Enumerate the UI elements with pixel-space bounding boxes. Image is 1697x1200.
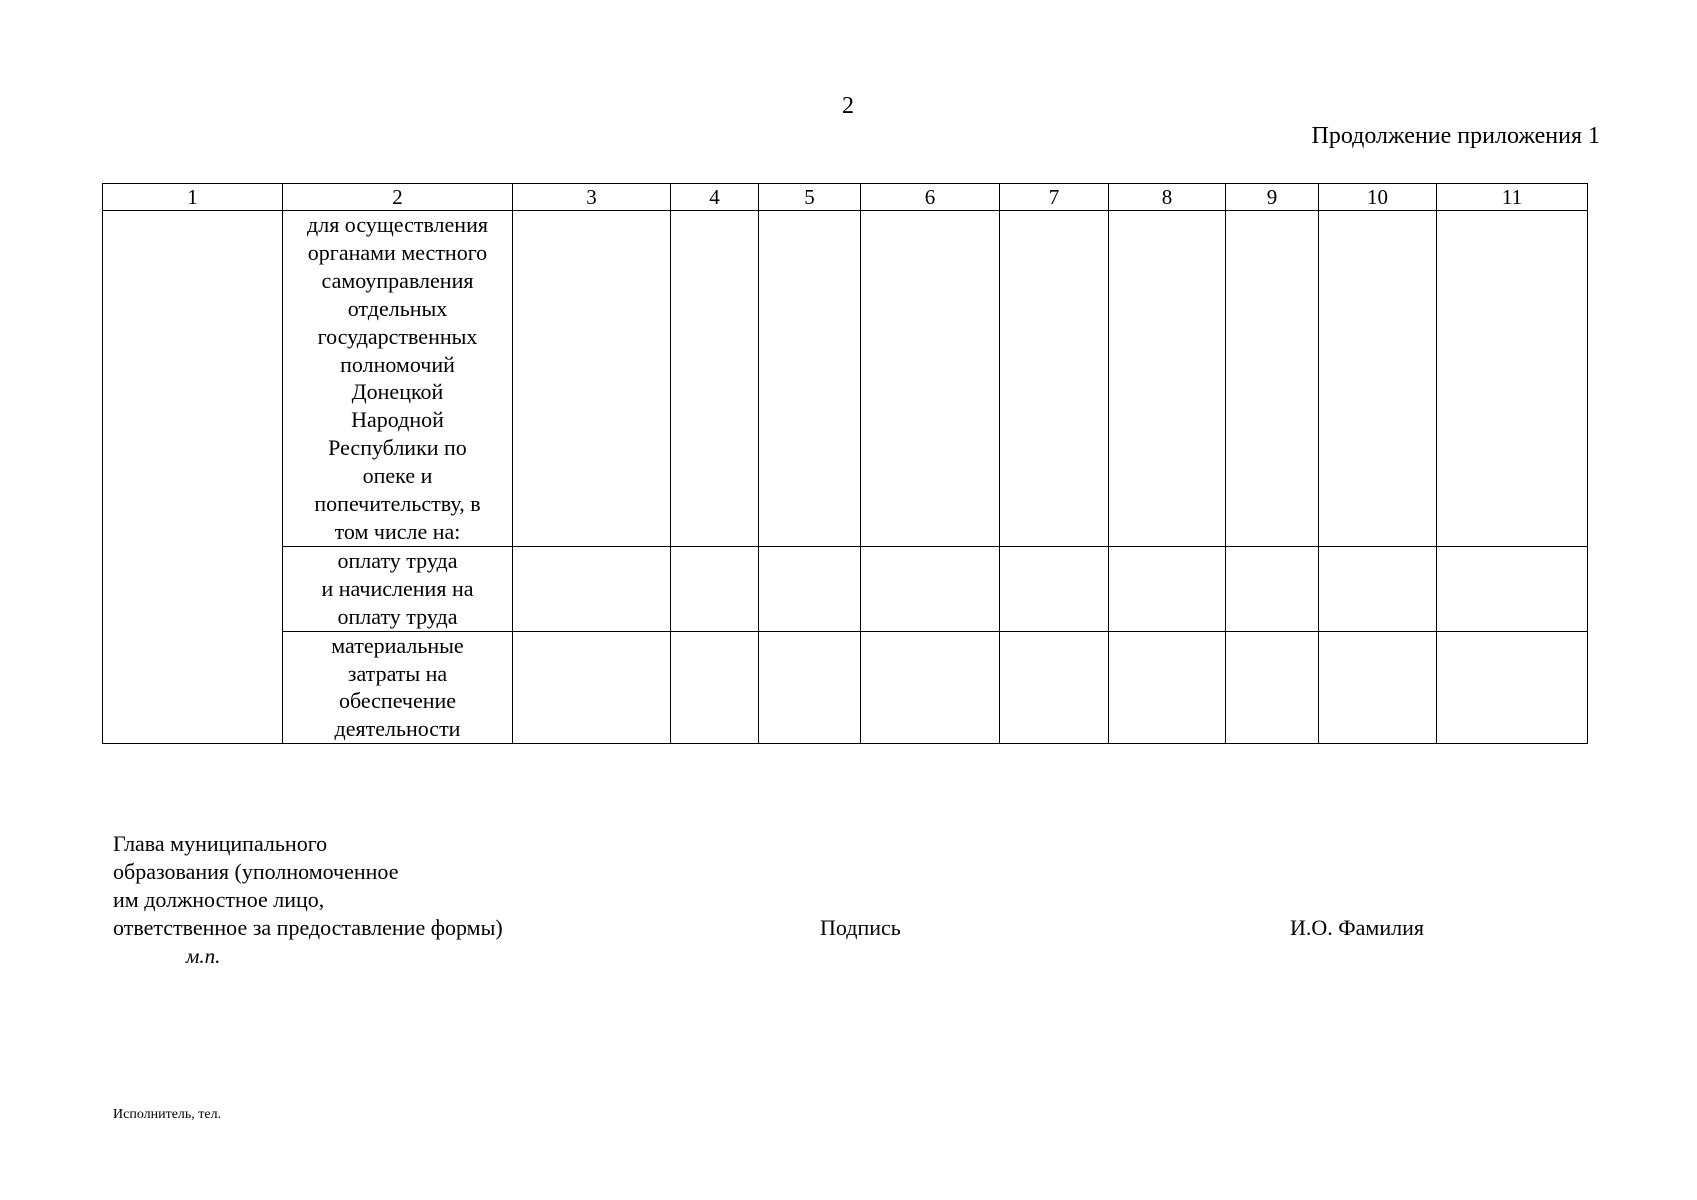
annex-caption: Продолжение приложения 1 bbox=[1311, 123, 1600, 149]
table-cell-col1 bbox=[103, 211, 283, 744]
empty-cell bbox=[861, 631, 1000, 744]
column-number: 9 bbox=[1226, 184, 1319, 211]
description-line: государственных bbox=[317, 323, 478, 349]
description-line: и начисления на bbox=[321, 575, 474, 601]
empty-cell bbox=[1000, 631, 1109, 744]
signature-label: Подпись bbox=[820, 915, 901, 940]
column-number: 6 bbox=[861, 184, 1000, 211]
description-line: затраты на bbox=[347, 660, 448, 686]
column-number: 2 bbox=[283, 184, 513, 211]
description-line: опеке и bbox=[362, 463, 433, 489]
name-label: И.О. Фамилия bbox=[1290, 915, 1424, 940]
empty-cell bbox=[861, 211, 1000, 547]
empty-cell bbox=[759, 211, 861, 547]
description-line: материальные bbox=[331, 632, 464, 658]
empty-cell bbox=[1437, 631, 1588, 744]
form-table bbox=[102, 183, 1588, 744]
empty-cell bbox=[1319, 546, 1437, 631]
table-row bbox=[103, 211, 1588, 547]
description-line: оплату труда bbox=[337, 547, 458, 573]
page-number: 2 bbox=[842, 93, 854, 119]
description-line: попечительству, в bbox=[314, 491, 481, 517]
description-line: отдельных bbox=[347, 295, 448, 321]
empty-cell bbox=[513, 546, 671, 631]
seal-mark: м.п. bbox=[186, 944, 221, 968]
table-row bbox=[103, 631, 1588, 744]
column-number: 3 bbox=[513, 184, 671, 211]
empty-cell bbox=[759, 631, 861, 744]
empty-cell bbox=[1226, 546, 1319, 631]
empty-cell bbox=[1226, 211, 1319, 547]
description-line: Народной bbox=[351, 407, 444, 433]
empty-cell bbox=[1109, 546, 1226, 631]
empty-cell bbox=[861, 546, 1000, 631]
empty-cell bbox=[1109, 631, 1226, 744]
empty-cell bbox=[759, 546, 861, 631]
empty-cell bbox=[1000, 546, 1109, 631]
signatory-position bbox=[113, 830, 503, 942]
column-number: 1 bbox=[103, 184, 283, 211]
description-line: обеспечение bbox=[338, 688, 457, 714]
empty-cell bbox=[671, 631, 759, 744]
empty-cell bbox=[671, 211, 759, 547]
position-line: Глава муниципального bbox=[113, 831, 328, 856]
column-number: 5 bbox=[759, 184, 861, 211]
description-line: самоуправления bbox=[321, 267, 474, 293]
empty-cell bbox=[1319, 211, 1437, 547]
row-description bbox=[283, 631, 513, 744]
description-line: том числе на: bbox=[334, 518, 461, 544]
empty-cell bbox=[1226, 631, 1319, 744]
table-row bbox=[103, 546, 1588, 631]
description-line: органами местного bbox=[307, 239, 488, 265]
empty-cell bbox=[1319, 631, 1437, 744]
description-line: Донецкой bbox=[351, 379, 444, 405]
column-number: 10 bbox=[1319, 184, 1437, 211]
empty-cell bbox=[1437, 546, 1588, 631]
empty-cell bbox=[513, 631, 671, 744]
column-number: 4 bbox=[671, 184, 759, 211]
position-line: ответственное за предоставление формы) bbox=[113, 915, 503, 940]
description-line: Республики по bbox=[328, 435, 467, 461]
position-line: им должностное лицо, bbox=[113, 887, 325, 912]
description-line: оплату труда bbox=[337, 603, 458, 629]
column-number: 7 bbox=[1000, 184, 1109, 211]
column-number: 11 bbox=[1437, 184, 1588, 211]
empty-cell bbox=[1437, 211, 1588, 547]
description-line: деятельности bbox=[334, 716, 461, 742]
row-description bbox=[283, 546, 513, 631]
empty-cell bbox=[1000, 211, 1109, 547]
empty-cell bbox=[1109, 211, 1226, 547]
column-number-row bbox=[103, 184, 1588, 211]
description-line: полномочий bbox=[340, 351, 455, 377]
description-line: для осуществления bbox=[307, 212, 488, 237]
empty-cell bbox=[513, 211, 671, 547]
empty-cell bbox=[671, 546, 759, 631]
executor-label: Исполнитель, тел. bbox=[113, 1107, 222, 1122]
position-line: образования (уполномоченное bbox=[113, 859, 399, 884]
row-description bbox=[283, 211, 513, 547]
column-number: 8 bbox=[1109, 184, 1226, 211]
